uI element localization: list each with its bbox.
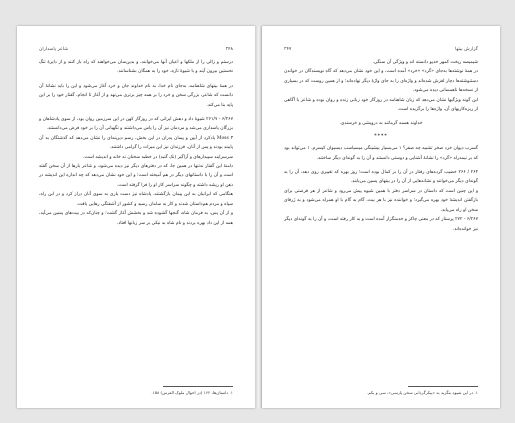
left-page-number: ۲۴۸ (225, 47, 233, 52)
right-page-body (284, 58, 478, 234)
paragraph: ۳ Moss یادکرد از آیین و پیمان پدران در این بخش، رسم دیرینه‌ای را نشان می‌دهد که گذشتگان به آن پایبند بودند و پس از آنان، فرزندان نیز این میراث را گرامی داشتند. (39, 135, 233, 151)
paragraph: خداوند هممه گرمانند به درویشی و خرسندی. (339, 121, 423, 127)
left-page-footnote: ۱. داستان‌ها، ۱۶۲ (در احوال ملوک الفرس) ۱۵۸. (151, 390, 233, 395)
left-page-running-title: شاعر پاسداران (39, 47, 69, 52)
paragraph: و این چنین است که داستان در سراسر دفتر با همین شیوه پیش می‌رود و شاعر از هر فرصتی برای بازگفتن اندیشهٔ خود بهره می‌گیرد؛ و خواننده نیز با هر بیت، گام به گام با او همراه می‌شود و به ژرفای سخن او راه می‌یابد. (284, 188, 478, 213)
book-gutter (255, 26, 262, 408)
paragraph: سرسرایند سپیدارهای و آزاگیر (نک گنبد) در خطبه سخنان نه خانه و اندیشه است. (83, 154, 233, 160)
section-divider: **** (374, 133, 388, 139)
paragraph: گسرب دیوان خرد صخر تشبیه چه صفر؟ ۱ می‌بسیار بیشینگی میسیاسب دیسیوان کیسرم. ۱ می‌تواند بود که بر نیمه‌راه «گرد» را نشانهٔ آشنایی و دوستی دانستند و آن را به گونه‌ای دیگر ساختند. (284, 146, 479, 161)
left-page (17, 26, 255, 408)
paragraph: هنگامی که ایرانیان به این پیمان بازگشتند، پادشاه نیز دست یاری به سوی آنان دراز کرد و در این راه، سپاه و مردم هم‌داستان شدند و کار به سامان رسید و کشور از آشفتگی رهایی یافت. (39, 192, 233, 207)
paragraph: این گونه ویژگیها نشان می‌دهد که زبان شاهنامه در روزگار خود زبانی زنده و روان بوده و شاعر با آگاهی از ریزه‌کاریهای آن، واژه‌ها را برگزیده است. (284, 97, 478, 113)
paragraph: در همهٔ بیتهای شاهنامه، به‌جای نام خدا، به نام خداوند جان و خرد آغاز می‌شود و این را باید نشانهٔ آن دانست که شاعر، بزرگی سخن و خرد را بر همه چیز برتری می‌نهد و از آغاز تا انجام، گفتار خود را بر این پایه بنا می‌کند. (39, 83, 233, 108)
right-page-footnote: ۱. در این شیوه بنگرید به «پیکرگردانی سخن پارسی»، سی و یکم. (366, 390, 478, 395)
paragraph: ۲۶۴ / ۲۶۶ خضیب گرده‌های رفتار در آن را بر کمال بوده است؛ روز بهره که تغییری روی دهد، آن را به گونه‌ای دیگر می‌خوانند و نشانه‌هایی از آن را در بیتهای پسین می‌یابند. (284, 170, 478, 185)
right-page-running-title: گزارش بیتها (455, 47, 478, 52)
footnote-rule (163, 386, 233, 387)
paragraph: درستم و زالی را از ملکها و اعیان آنها می‌خوانند، و بدین‌سان می‌خواهند که راه باز کنند و از دایرهٔ تنگ نخستین بیرون آیند و با شیوهٔ تازه، خود را به همگان بشناسانند. (39, 60, 233, 75)
left-page-header (39, 45, 233, 54)
footnote-rule (408, 386, 478, 387)
paragraph: شیمیصه ریخت کمهر خدیو دانسته اند و ویژگی آن سنگی. (372, 60, 478, 65)
paragraph: دامنهٔ این گفتار نه‌تنها در همین جا، که در دفترهای دیگر نیز دیده می‌شود، و شاعر بارها از آن سخن گفته است و آن را با داستانهای دیگر در هم آمیخته است؛ و این خود نشان می‌دهد که چه اندازه این اندیشه در ذهن او ریشه داشته و چگونه سراسر کار او را فرا گرفته است. (39, 164, 233, 188)
right-page (262, 26, 500, 408)
left-page-body (39, 58, 233, 228)
paragraph: و از آن پس، به فرمان شاه، گنجها گشوده شد و بخشش آغاز گشت؛ و چنان‌که در بیت‌های پسین می‌آید، همه از این داد بهره بردند و نام شاه به نیکی بر سر زبانها افتاد. (39, 211, 233, 226)
paragraph: ۶/۲۶۷ - ۲۶۱/۷ شیوهٔ داد و دهش ایرانی که در روزگار کهن در این سرزمین روان بود، از سوی پادشاهان و بزرگان پاسداری می‌شد و مردمان نیز آن را پاس می‌داشتند و نگهبانی آن را بر خود فرض می‌دانستند. (39, 117, 233, 132)
paragraph: ۶/۲۶۷ - ۲۷۲ پرستار که در معنی چاکر و خدمتگزار آمده است و به کار رفته است، و آن را به گونه‌ای دیگر نیز خوانده‌اند. (284, 217, 478, 232)
right-page-number: ۲۴۷ (284, 47, 292, 52)
right-page-header (284, 45, 478, 54)
paragraph: در همهٔ نوشته‌ها به‌جای «گرد» «خرد» آمده است، و این خود نشان می‌دهد که گاه نویسندگان در خواندن دستنوشته‌ها دچار لغزش شده‌اند و واژه‌ای را به جای واژهٔ دیگر نهاده‌اند؛ و از همین روست که در بسیاری از نسخه‌ها ناهمسانی دیده می‌شود. (284, 69, 478, 94)
